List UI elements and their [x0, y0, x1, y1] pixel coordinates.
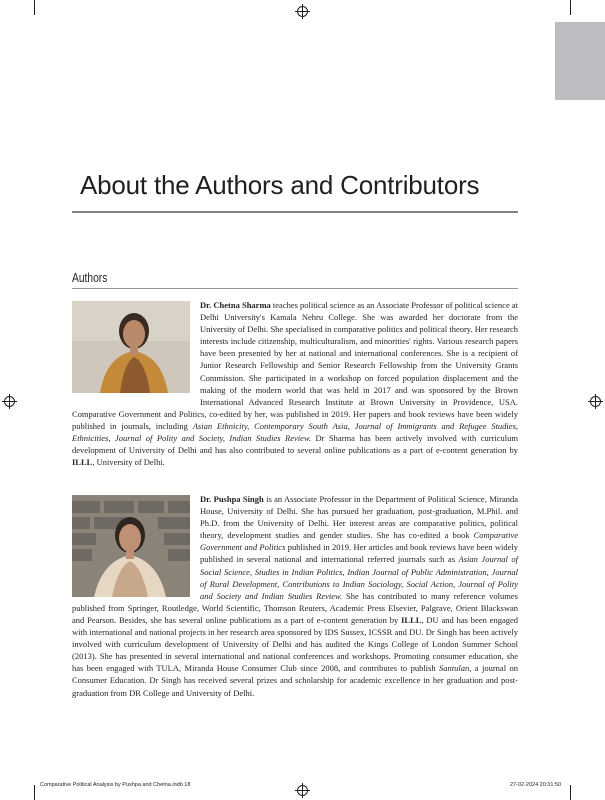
- journal-santulan: Santulan: [439, 663, 470, 674]
- registration-mark-left-icon: [4, 396, 15, 407]
- crop-mark-bottom-right: [570, 785, 571, 800]
- section-heading-authors: Authors: [72, 271, 108, 285]
- crop-mark-top-left: [34, 0, 35, 15]
- author-photo-pushpa-singh: [72, 495, 190, 597]
- section-rule: [72, 288, 518, 289]
- author-bio-chetna-sharma: Dr. Chetna Sharma teaches political science as an Associate Professor of political science at Delhi University's Kamala Nehru College. She was awarded her doctorate from the University of Delhi. She specialised in comparative politics and political theory. Her research interests include citizenship, multiculturalism, and minorities' rights. Various research papers have been presented by her at national and international conferences. She is a recipient of Junior Research Fellowship and Senior Research Fellowship from the University Grants Commission. She participated in a workshop on forced population displacement and the making of the modern world that was held in 2017 and was sponsored by the Brown International Advanced Research Institute at Brown University in Providence, USA. Comparative Government and Politics, co-edited by her, was published in 2019. Her papers and book reviews have been widely published in journals, including Asian Ethnicity, Contemporary South Asia, Journal of Immigrants and Refugee Studies, Ethnicities, Journal of Polity and Society, Indian Studies Review. Dr Sharma has been actively involved with curriculum development of University of Delhi and has also contributed to several online publications as a part of e-content generation by ILLL, University of Delhi.: [72, 300, 518, 468]
- author-bio-pushpa-singh: Dr. Pushpa Singh is an Associate Professor in the Department of Political Science, Miranda House, University of Delhi. She has pursued her graduation, post-graduation, M.Phil. and Ph.D. from the University of Delhi. Her interest areas are comparative politics, political theory, development studies and gender studies. She has co-edited a book Comparative Government and Politics published in 2019. Her articles and book reviews have been widely published in several national and international referred journals such as Asian Journal of Social Science, Studies in Indian Politics, Indian Journal of Public Administration, Journal of Rural Development, Contributions to Indian Sociology, Social Action, Journal of Polity and Society and Indian Studies Review. She has contributed to many reference volumes published from Springer, Routledge, World Scientific, Thomson Reuters, Academic Press Elsevier, Palgrave, Orient Blackswan and Pearson. Besides, she has several online publications as a part of e-content generation by ILLL, DU and has been engaged with international and national projects in her research area sponsored by IDS Sussex, ICSSR and DU. Dr Singh has been actively involved with curriculum development of University of Delhi and has audited the Kings College of London Summer School (2013). She has presented in several international and national conferences and workshops. Promoting consumer education, she has been engaged with TULA, Miranda House Consumer Club since 2008, and contributes to publish Santulan, a journal on Consumer Education. Dr Singh has received several prizes and scholarship for academic excellence in her graduation and post-graduation from DR College and University of Delhi.: [72, 494, 518, 698]
- author-name-chetna-sharma: Dr. Chetna Sharma: [200, 300, 271, 310]
- footer-timestamp: 27-02-2024 20:31:50: [510, 782, 562, 788]
- registration-mark-right-icon: [590, 396, 601, 407]
- page-title: About the Authors and Contributors: [80, 170, 480, 200]
- footer-file-info: Comparative Political Analysis by Pushpa and Chetna.indb 18: [40, 782, 191, 788]
- book-title: Comparative Government and Politics: [200, 530, 518, 553]
- author-entry-chetna-sharma: [72, 299, 518, 468]
- registration-mark-bottom-icon: [297, 785, 308, 796]
- title-rule: [72, 211, 518, 213]
- journal-list: Asian Journal of Social Science, Studies in Indian Politics, Indian Journal of Public Administration, Journal of Rural Development, Contributions to Indian Sociology, Social Action, Journal of Polity and Society and Indian Studies Review.: [200, 554, 518, 601]
- author-photo-chetna-sharma: [72, 301, 190, 393]
- author-entry-pushpa-singh: [72, 493, 518, 699]
- chapter-thumb-tab: [555, 22, 605, 100]
- author-name-pushpa-singh: Dr. Pushpa Singh: [200, 494, 264, 504]
- journal-list: Asian Ethnicity, Contemporary South Asia, Journal of Immigrants and Refugee Studies, Ethnicities, Journal of Polity and Society, Indian Studies Review.: [72, 420, 518, 444]
- registration-mark-top-icon: [297, 6, 308, 17]
- crop-mark-top-right: [570, 0, 571, 15]
- crop-mark-bottom-left: [34, 785, 35, 800]
